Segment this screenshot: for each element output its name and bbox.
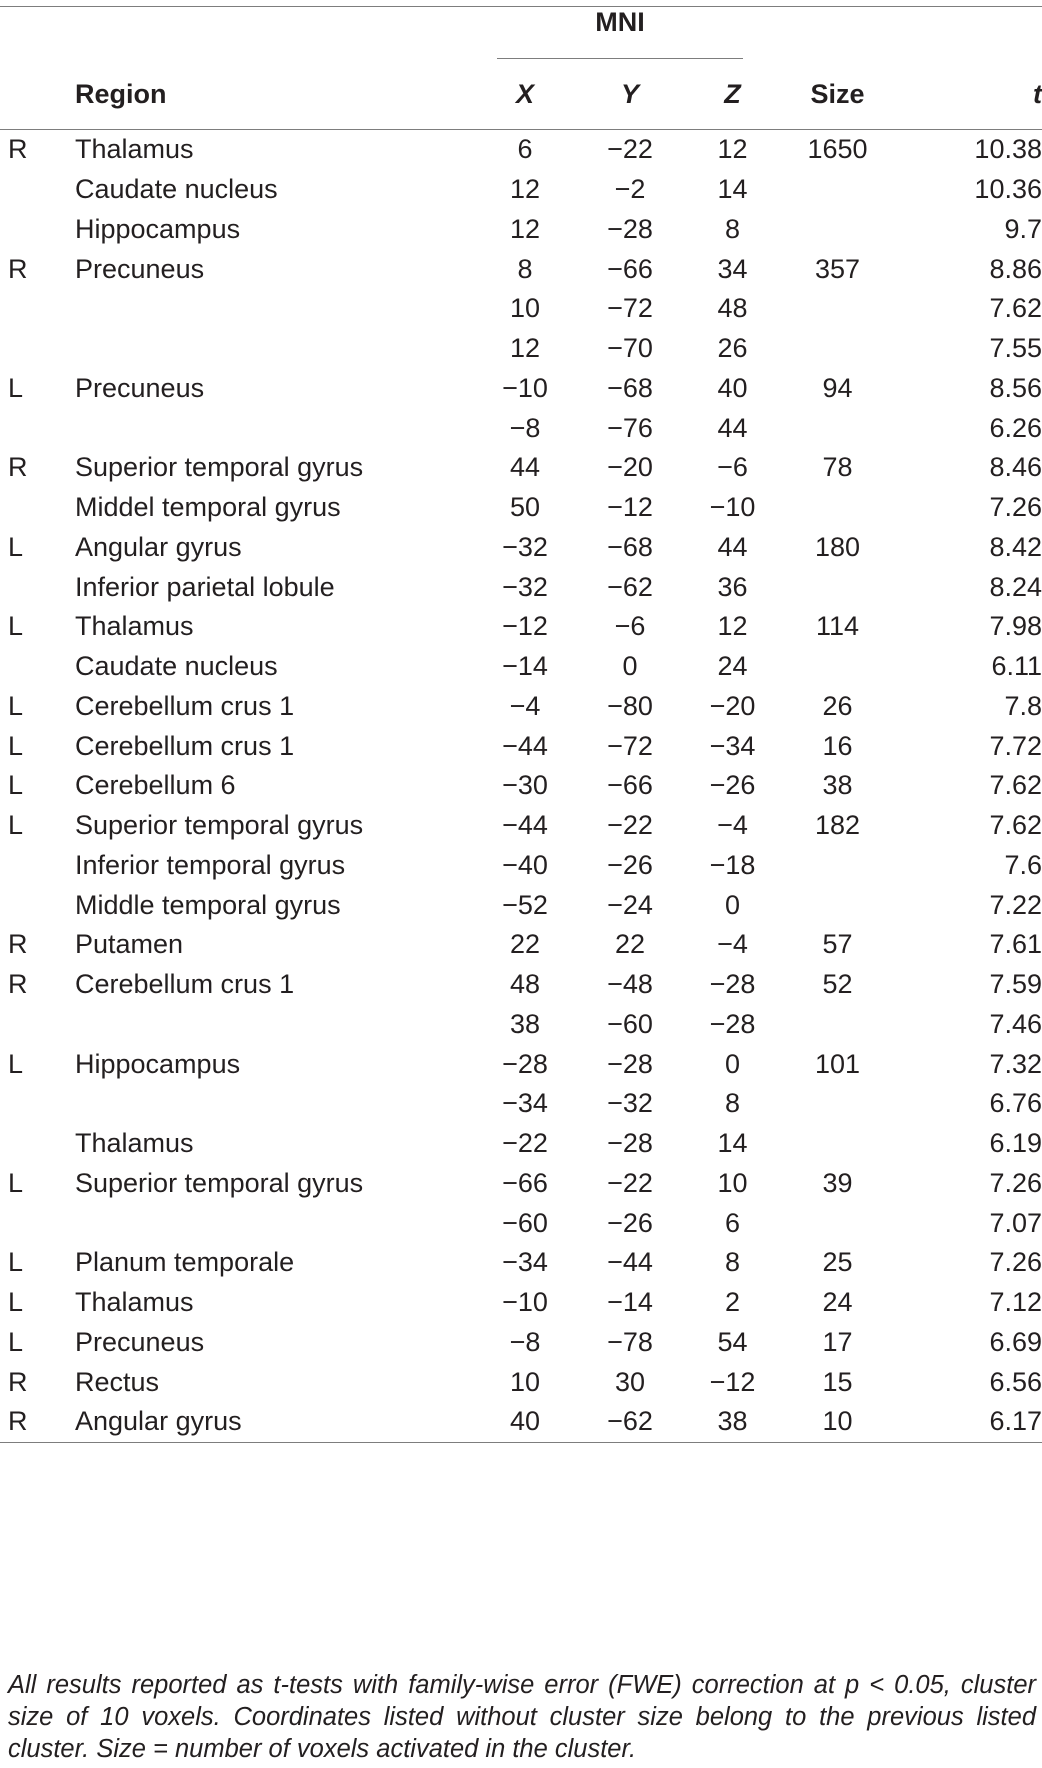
cell-size <box>785 885 890 925</box>
cell-z: −34 <box>709 730 756 761</box>
cell-hemisphere: L <box>8 611 24 642</box>
cell-region: Superior temporal gyrus <box>75 452 364 483</box>
cell-y: 22 <box>614 929 646 960</box>
cell-region: Thalamus <box>75 1287 194 1318</box>
cell-size: 39 <box>822 1167 853 1198</box>
cell-y: −28 <box>607 1048 653 1079</box>
cell-region <box>75 408 455 448</box>
cell-y: −2 <box>614 174 646 205</box>
cell-hemisphere: L <box>8 372 24 403</box>
cell-t: 6.76 <box>989 1088 1042 1119</box>
cell-x: −30 <box>502 770 548 801</box>
cell-z: −28 <box>709 1008 756 1039</box>
cell-y: −66 <box>607 770 653 801</box>
cell-t: 8.46 <box>989 452 1042 483</box>
column-header-region: Region <box>75 59 455 130</box>
cell-y: −28 <box>607 1128 653 1159</box>
cell-z: 38 <box>680 1402 785 1442</box>
cell-region: Middle temporal gyrus <box>75 889 341 920</box>
cell-x: 10 <box>509 1366 541 1397</box>
cell-size: 114 <box>815 611 860 642</box>
cell-size: 52 <box>822 969 853 1000</box>
cell-t: 7.22 <box>989 889 1042 920</box>
cell-region: Putamen <box>75 929 184 960</box>
cell-x: 40 <box>455 1402 580 1442</box>
cell-y: −26 <box>607 1207 653 1238</box>
cell-y: −70 <box>607 333 653 364</box>
table-row <box>0 1243 1042 1283</box>
cell-x: −4 <box>509 690 541 721</box>
cell-t: 7.26 <box>989 492 1042 523</box>
cell-t: 7.26 <box>989 1167 1042 1198</box>
cell-y: −12 <box>607 492 653 523</box>
cell-region: Hippocampus <box>75 213 241 244</box>
cell-z: −12 <box>709 1366 756 1397</box>
cell-z: 12 <box>717 134 748 165</box>
table-footnote: All results reported as t-tests with family-wise error (FWE) correction at p < 0.05, cluster size of 10 voxels. Coordinates listed without cluster size belong to the previous listed cluster. Size = number of voxels activated in the cluster. <box>8 1671 1036 1763</box>
cell-hemisphere <box>0 1084 75 1124</box>
table-row <box>0 130 1042 170</box>
cell-t: 8.42 <box>989 531 1042 562</box>
cell-x: 8 <box>517 253 533 284</box>
cell-region: Precuneus <box>75 1326 205 1357</box>
cell-region <box>75 329 455 369</box>
cell-z: 12 <box>717 611 748 642</box>
cell-x: −66 <box>502 1167 548 1198</box>
cell-t: 8.56 <box>989 372 1042 403</box>
cell-x: −52 <box>502 889 548 920</box>
cell-z: 26 <box>717 333 748 364</box>
cell-x: −44 <box>502 810 548 841</box>
cell-size: 24 <box>822 1287 853 1318</box>
cell-region: Inferior temporal gyrus <box>75 849 346 880</box>
cell-region: Cerebellum crus 1 <box>75 969 295 1000</box>
table-row <box>0 1402 1042 1442</box>
cell-region: Angular gyrus <box>75 531 242 562</box>
cell-z: 24 <box>717 651 748 682</box>
cell-hemisphere: R <box>8 134 28 165</box>
table-row <box>0 1124 1042 1164</box>
column-header-side <box>0 59 75 130</box>
table-row <box>0 249 1042 289</box>
cell-region: Superior temporal gyrus <box>75 810 364 841</box>
cell-region: Caudate nucleus <box>75 174 278 205</box>
cell-region: Rectus <box>75 1366 160 1397</box>
cell-hemisphere <box>0 408 75 448</box>
cell-y: −24 <box>607 889 653 920</box>
cell-t: 7.98 <box>989 611 1042 642</box>
cell-t: 7.59 <box>989 969 1042 1000</box>
cell-z: 2 <box>724 1287 741 1318</box>
cell-z: −28 <box>709 969 756 1000</box>
cell-z: 34 <box>717 253 748 284</box>
cell-size <box>785 289 890 329</box>
cell-size: 10 <box>785 1402 890 1442</box>
cell-hemisphere <box>0 488 75 528</box>
cell-x: −8 <box>509 1326 541 1357</box>
cell-t: 7.62 <box>989 770 1042 801</box>
table-body <box>0 130 1042 1443</box>
cell-region: Cerebellum crus 1 <box>75 690 295 721</box>
cell-y: −22 <box>607 134 653 165</box>
cell-z: −4 <box>717 929 748 960</box>
cell-x: −12 <box>502 611 548 642</box>
column-header-t: t <box>890 59 1042 130</box>
cell-t: 7.62 <box>989 293 1042 324</box>
cell-size <box>785 1005 890 1045</box>
cell-x: −22 <box>502 1128 548 1159</box>
column-header-x: X <box>455 59 580 130</box>
table-row <box>0 1362 1042 1402</box>
cell-y: −32 <box>607 1088 653 1119</box>
cell-z: 54 <box>717 1326 748 1357</box>
cell-y: −28 <box>607 213 653 244</box>
table-row <box>0 1203 1042 1243</box>
cell-y: 0 <box>622 651 638 682</box>
table-row <box>0 170 1042 210</box>
cell-x: −60 <box>502 1207 548 1238</box>
cell-size: 180 <box>814 531 861 562</box>
column-header-size: Size <box>785 59 890 130</box>
cell-region <box>75 1084 455 1124</box>
cell-x: −40 <box>502 849 548 880</box>
table-row <box>0 806 1042 846</box>
cell-z: −10 <box>709 492 756 523</box>
cell-z: 40 <box>717 372 748 403</box>
table-row <box>0 1283 1042 1323</box>
cell-z: 36 <box>717 571 748 602</box>
cell-size: 15 <box>822 1366 853 1397</box>
cell-hemisphere <box>0 289 75 329</box>
table-row <box>0 846 1042 886</box>
cell-hemisphere <box>0 846 75 886</box>
cell-hemisphere <box>0 1124 75 1164</box>
cell-y: −14 <box>607 1287 653 1318</box>
cell-t: 10.36 <box>974 174 1042 205</box>
cell-hemisphere: L <box>8 531 24 562</box>
cell-z: 8 <box>724 1247 741 1278</box>
cell-z: −26 <box>709 770 756 801</box>
cell-t: 7.55 <box>989 333 1042 364</box>
cell-x: 22 <box>509 929 541 960</box>
cell-x: −32 <box>502 531 548 562</box>
cell-size: 101 <box>814 1048 861 1079</box>
table-row <box>0 329 1042 369</box>
cell-t: 7.32 <box>989 1048 1042 1079</box>
cell-t: 7.12 <box>989 1287 1042 1318</box>
cell-hemisphere: R <box>8 1366 28 1397</box>
cell-size: 78 <box>822 452 853 483</box>
cell-x: −10 <box>502 1287 548 1318</box>
cell-y: −60 <box>607 1008 653 1039</box>
cell-hemisphere: R <box>8 929 28 960</box>
table-row <box>0 647 1042 687</box>
cell-hemisphere <box>0 885 75 925</box>
cell-size <box>785 846 890 886</box>
table-row <box>0 925 1042 965</box>
table-row <box>0 488 1042 528</box>
cell-z: 0 <box>724 1048 741 1079</box>
cell-y: 30 <box>614 1366 646 1397</box>
table-row <box>0 766 1042 806</box>
cell-region: Planum temporale <box>75 1247 295 1278</box>
cell-y: −62 <box>580 1402 680 1442</box>
cell-y: −72 <box>607 293 653 324</box>
cell-t: 7.07 <box>989 1207 1042 1238</box>
cell-x: 12 <box>509 174 541 205</box>
cell-x: 44 <box>509 452 541 483</box>
cell-y: −62 <box>607 571 653 602</box>
cell-t: 7.72 <box>989 730 1042 761</box>
cell-region: Middel temporal gyrus <box>75 492 341 523</box>
cell-size <box>785 408 890 448</box>
cell-z: 48 <box>717 293 748 324</box>
cell-size: 94 <box>822 372 853 403</box>
cell-x: −34 <box>502 1088 548 1119</box>
cell-hemisphere <box>0 647 75 687</box>
table-header <box>0 7 1042 130</box>
cell-y: −20 <box>607 452 653 483</box>
cell-hemisphere: L <box>8 1247 24 1278</box>
cell-region: Precuneus <box>75 253 205 284</box>
cell-size <box>785 647 890 687</box>
cell-hemisphere <box>0 170 75 210</box>
cell-t: 6.56 <box>989 1366 1042 1397</box>
cell-x: −14 <box>502 651 548 682</box>
cell-x: 50 <box>509 492 541 523</box>
cell-y: −22 <box>607 1167 653 1198</box>
cell-t: 10.38 <box>974 134 1042 165</box>
cell-hemisphere <box>0 329 75 369</box>
cell-size <box>785 567 890 607</box>
cell-region: Thalamus <box>75 134 194 165</box>
cell-region: Superior temporal gyrus <box>75 1167 364 1198</box>
mni-group-header <box>455 7 785 59</box>
table-row <box>0 885 1042 925</box>
cell-region: Thalamus <box>75 1128 194 1159</box>
cell-y: −80 <box>607 690 653 721</box>
cell-t: 7.46 <box>989 1008 1042 1039</box>
cell-size <box>785 210 890 250</box>
cell-size <box>785 1203 890 1243</box>
table-row <box>0 687 1042 727</box>
cell-size <box>785 1124 890 1164</box>
cell-region <box>75 289 455 329</box>
cell-t: 7.62 <box>989 810 1042 841</box>
cell-hemisphere: L <box>8 1048 24 1079</box>
cell-y: −68 <box>607 372 653 403</box>
cell-y: −76 <box>607 412 653 443</box>
cell-z: 14 <box>717 1128 748 1159</box>
cell-size: 38 <box>822 770 853 801</box>
cell-hemisphere: L <box>8 1287 24 1318</box>
cell-hemisphere: R <box>0 1402 75 1442</box>
cell-z: 0 <box>724 889 741 920</box>
table-row <box>0 289 1042 329</box>
cell-size: 357 <box>814 253 861 284</box>
cell-x: 48 <box>509 969 541 1000</box>
cell-x: −34 <box>502 1247 548 1278</box>
cell-hemisphere <box>0 210 75 250</box>
cell-t: 7.8 <box>1004 690 1042 721</box>
cell-x: 12 <box>509 213 541 244</box>
cell-hemisphere: R <box>8 253 28 284</box>
table-row <box>0 1164 1042 1204</box>
table-row <box>0 1323 1042 1363</box>
cell-z: 44 <box>717 531 748 562</box>
cell-hemisphere: L <box>8 730 24 761</box>
cell-region: Cerebellum crus 1 <box>75 730 295 761</box>
cell-y: −68 <box>607 531 653 562</box>
cell-size <box>785 488 890 528</box>
cell-t: 7.6 <box>1004 849 1042 880</box>
cell-y: −6 <box>614 611 646 642</box>
cell-t: 6.19 <box>989 1128 1042 1159</box>
cell-t: 7.61 <box>989 929 1042 960</box>
cell-hemisphere: L <box>8 1326 24 1357</box>
cell-y: −66 <box>607 253 653 284</box>
cell-t: 6.69 <box>989 1326 1042 1357</box>
cell-hemisphere: L <box>8 1167 24 1198</box>
cell-z: 10 <box>717 1167 748 1198</box>
cell-hemisphere: R <box>8 452 28 483</box>
cell-t: 7.26 <box>989 1247 1042 1278</box>
cell-y: −26 <box>607 849 653 880</box>
table-row <box>0 528 1042 568</box>
cell-x: −8 <box>509 412 541 443</box>
cell-z: −4 <box>717 810 748 841</box>
cell-size: 17 <box>822 1326 853 1357</box>
table-row <box>0 607 1042 647</box>
cell-x: −28 <box>502 1048 548 1079</box>
cell-z: 6 <box>724 1207 741 1238</box>
cell-hemisphere <box>0 1203 75 1243</box>
cell-t: 8.86 <box>989 253 1042 284</box>
cell-hemisphere: L <box>8 690 24 721</box>
cell-y: −72 <box>607 730 653 761</box>
table-row <box>0 1005 1042 1045</box>
cell-x: −44 <box>502 730 548 761</box>
cell-size: 182 <box>814 810 861 841</box>
cell-x: 10 <box>509 293 541 324</box>
cell-size: 1650 <box>807 134 868 165</box>
cell-hemisphere <box>0 1005 75 1045</box>
cell-y: −22 <box>607 810 653 841</box>
cell-size <box>785 329 890 369</box>
table-row <box>0 408 1042 448</box>
cell-size: 26 <box>822 690 853 721</box>
cell-hemisphere: L <box>8 770 24 801</box>
cell-t: 6.26 <box>989 412 1042 443</box>
cell-z: −6 <box>717 452 748 483</box>
cell-region: Angular gyrus <box>75 1402 455 1442</box>
cell-t: 9.7 <box>1004 213 1042 244</box>
cell-y: −78 <box>607 1326 653 1357</box>
table-row <box>0 210 1042 250</box>
table-row <box>0 726 1042 766</box>
cell-z: 14 <box>717 174 748 205</box>
cell-t: 6.17 <box>890 1402 1042 1442</box>
cell-z: 8 <box>724 213 741 244</box>
cell-size: 16 <box>822 730 853 761</box>
cell-z: −20 <box>709 690 756 721</box>
table-row <box>0 1044 1042 1084</box>
cell-x: 38 <box>509 1008 541 1039</box>
cell-x: −10 <box>502 372 548 403</box>
cell-region <box>75 1203 455 1243</box>
column-header-y: Y <box>580 59 680 130</box>
cell-size: 57 <box>822 929 853 960</box>
results-table <box>0 6 1042 1443</box>
cell-z: −18 <box>709 849 756 880</box>
cell-t: 6.11 <box>991 651 1042 682</box>
cell-y: −44 <box>607 1247 653 1278</box>
column-header-z: Z <box>680 59 785 130</box>
cell-z: 8 <box>724 1088 741 1119</box>
cell-hemisphere <box>0 567 75 607</box>
cell-region: Thalamus <box>75 611 194 642</box>
table-row <box>0 448 1042 488</box>
cell-hemisphere: R <box>8 969 28 1000</box>
cell-region <box>75 1005 455 1045</box>
cell-x: −32 <box>502 571 548 602</box>
cell-region: Caudate nucleus <box>75 651 278 682</box>
table-row <box>0 965 1042 1005</box>
cell-z: 44 <box>717 412 748 443</box>
table-row <box>0 369 1042 409</box>
table-row <box>0 1084 1042 1124</box>
cell-x: 6 <box>517 134 533 165</box>
cell-size: 25 <box>822 1247 853 1278</box>
cell-t: 8.24 <box>989 571 1042 602</box>
cell-size <box>785 170 890 210</box>
cell-size <box>785 1084 890 1124</box>
cell-region: Hippocampus <box>75 1048 241 1079</box>
cell-y: −48 <box>607 969 653 1000</box>
cell-hemisphere: L <box>8 810 24 841</box>
table-row <box>0 567 1042 607</box>
cell-region: Cerebellum 6 <box>75 770 236 801</box>
mni-label: MNI <box>497 7 743 59</box>
cell-region: Inferior parietal lobule <box>75 571 335 602</box>
cell-x: 12 <box>509 333 541 364</box>
cell-region: Precuneus <box>75 372 205 403</box>
